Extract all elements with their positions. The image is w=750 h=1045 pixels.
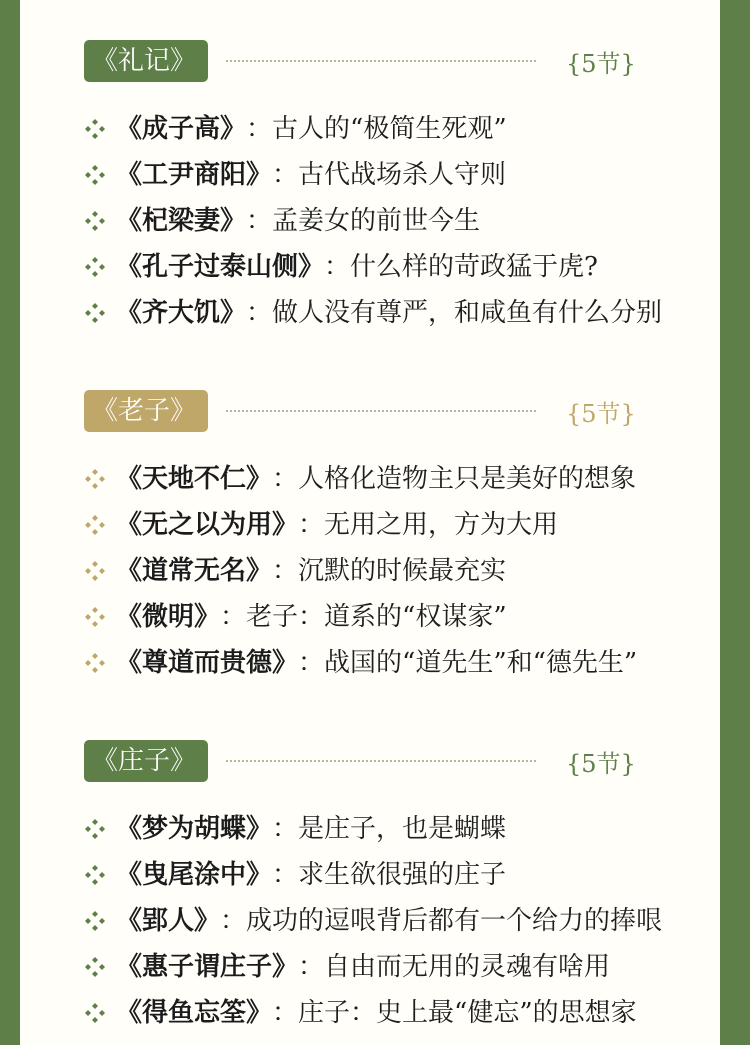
section-tag: 《庄子》 xyxy=(84,740,208,782)
diamond-bullet-icon xyxy=(84,302,106,324)
lesson-title: 《天地不仁》 xyxy=(116,464,273,494)
lesson-title: 《杞梁妻》 xyxy=(116,206,247,236)
lesson-separator: ： xyxy=(246,298,273,328)
list-item[interactable] xyxy=(84,806,662,852)
lesson-count: {5节} xyxy=(566,400,636,428)
list-item[interactable] xyxy=(84,502,637,548)
lesson-description: 古人的“极简生死观” xyxy=(272,114,507,144)
lesson-separator: ： xyxy=(272,464,299,494)
lesson-separator: ： xyxy=(246,114,273,144)
lesson-separator: ： xyxy=(298,510,325,540)
dotted-divider xyxy=(226,760,536,762)
list-item[interactable] xyxy=(84,106,662,152)
lesson-separator: ： xyxy=(272,556,299,586)
lesson-separator: ： xyxy=(220,602,247,632)
lesson-separator: ： xyxy=(272,860,299,890)
diamond-bullet-icon xyxy=(84,652,106,674)
lesson-title: 《孔子过泰山侧》 xyxy=(116,252,325,282)
list-item[interactable] xyxy=(84,944,662,990)
lesson-count: {5节} xyxy=(566,50,636,78)
diamond-bullet-icon xyxy=(84,514,106,536)
section-tag: 《老子》 xyxy=(84,390,208,432)
list-item[interactable] xyxy=(84,152,662,198)
lesson-description: 人格化造物主只是美好的想象 xyxy=(298,464,637,494)
lesson-title: 《曳尾涂中》 xyxy=(116,860,273,890)
list-item[interactable] xyxy=(84,198,662,244)
diamond-bullet-icon xyxy=(84,256,106,278)
content-page xyxy=(20,0,720,1045)
diamond-bullet-icon xyxy=(84,210,106,232)
lesson-description: 孟姜女的前世今生 xyxy=(272,206,481,236)
list-item[interactable] xyxy=(84,990,662,1036)
lesson-description: 是庄子，也是蝴蝶 xyxy=(298,814,507,844)
lesson-description: 成功的逗哏背后都有一个给力的捧哏 xyxy=(246,906,663,936)
lesson-description: 自由而无用的灵魂有啥用 xyxy=(324,952,611,982)
lesson-separator: ： xyxy=(272,814,299,844)
lesson-list xyxy=(84,456,637,686)
lesson-count: {5节} xyxy=(566,750,636,778)
list-item[interactable] xyxy=(84,594,637,640)
lesson-title: 《成子高》 xyxy=(116,114,247,144)
lesson-description: 战国的“道先生”和“德先生” xyxy=(324,648,638,678)
lesson-title: 《微明》 xyxy=(116,602,221,632)
section-tag: 《礼记》 xyxy=(84,40,208,82)
lesson-separator: ： xyxy=(298,952,325,982)
diamond-bullet-icon xyxy=(84,118,106,140)
lesson-description: 什么样的苛政猛于虎? xyxy=(350,252,598,282)
lesson-separator: ： xyxy=(246,206,273,236)
diamond-bullet-icon xyxy=(84,164,106,186)
diamond-bullet-icon xyxy=(84,560,106,582)
lesson-description: 古代战场杀人守则 xyxy=(298,160,507,190)
list-item[interactable] xyxy=(84,244,662,290)
lesson-title: 《道常无名》 xyxy=(116,556,273,586)
diamond-bullet-icon xyxy=(84,910,106,932)
lesson-separator: ： xyxy=(298,648,325,678)
diamond-bullet-icon xyxy=(84,818,106,840)
list-item[interactable] xyxy=(84,852,662,898)
lesson-description: 庄子：史上最“健忘”的思想家 xyxy=(298,998,637,1028)
lesson-description: 做人没有尊严，和咸鱼有什么分别 xyxy=(272,298,663,328)
lesson-separator: ： xyxy=(220,906,247,936)
lesson-list xyxy=(84,806,662,1036)
lesson-separator: ： xyxy=(324,252,351,282)
list-item[interactable] xyxy=(84,898,662,944)
diamond-bullet-icon xyxy=(84,1002,106,1024)
lesson-description: 老子：道系的“权谋家” xyxy=(246,602,507,632)
lesson-description: 沉默的时候最充实 xyxy=(298,556,507,586)
list-item[interactable] xyxy=(84,548,637,594)
lesson-title: 《梦为胡蝶》 xyxy=(116,814,273,844)
lesson-title: 《得鱼忘筌》 xyxy=(116,998,273,1028)
diamond-bullet-icon xyxy=(84,864,106,886)
lesson-separator: ： xyxy=(272,998,299,1028)
lesson-description: 无用之用，方为大用 xyxy=(324,510,559,540)
lesson-title: 《工尹商阳》 xyxy=(116,160,273,190)
diamond-bullet-icon xyxy=(84,468,106,490)
dotted-divider xyxy=(226,60,536,62)
diamond-bullet-icon xyxy=(84,956,106,978)
list-item[interactable] xyxy=(84,290,662,336)
list-item[interactable] xyxy=(84,640,637,686)
dotted-divider xyxy=(226,410,536,412)
lesson-title: 《齐大饥》 xyxy=(116,298,247,328)
lesson-title: 《尊道而贵德》 xyxy=(116,648,299,678)
diamond-bullet-icon xyxy=(84,606,106,628)
list-item[interactable] xyxy=(84,456,637,502)
lesson-separator: ： xyxy=(272,160,299,190)
lesson-description: 求生欲很强的庄子 xyxy=(298,860,507,890)
lesson-title: 《惠子谓庄子》 xyxy=(116,952,299,982)
lesson-title: 《无之以为用》 xyxy=(116,510,299,540)
lesson-title: 《郢人》 xyxy=(116,906,221,936)
lesson-list xyxy=(84,106,662,336)
